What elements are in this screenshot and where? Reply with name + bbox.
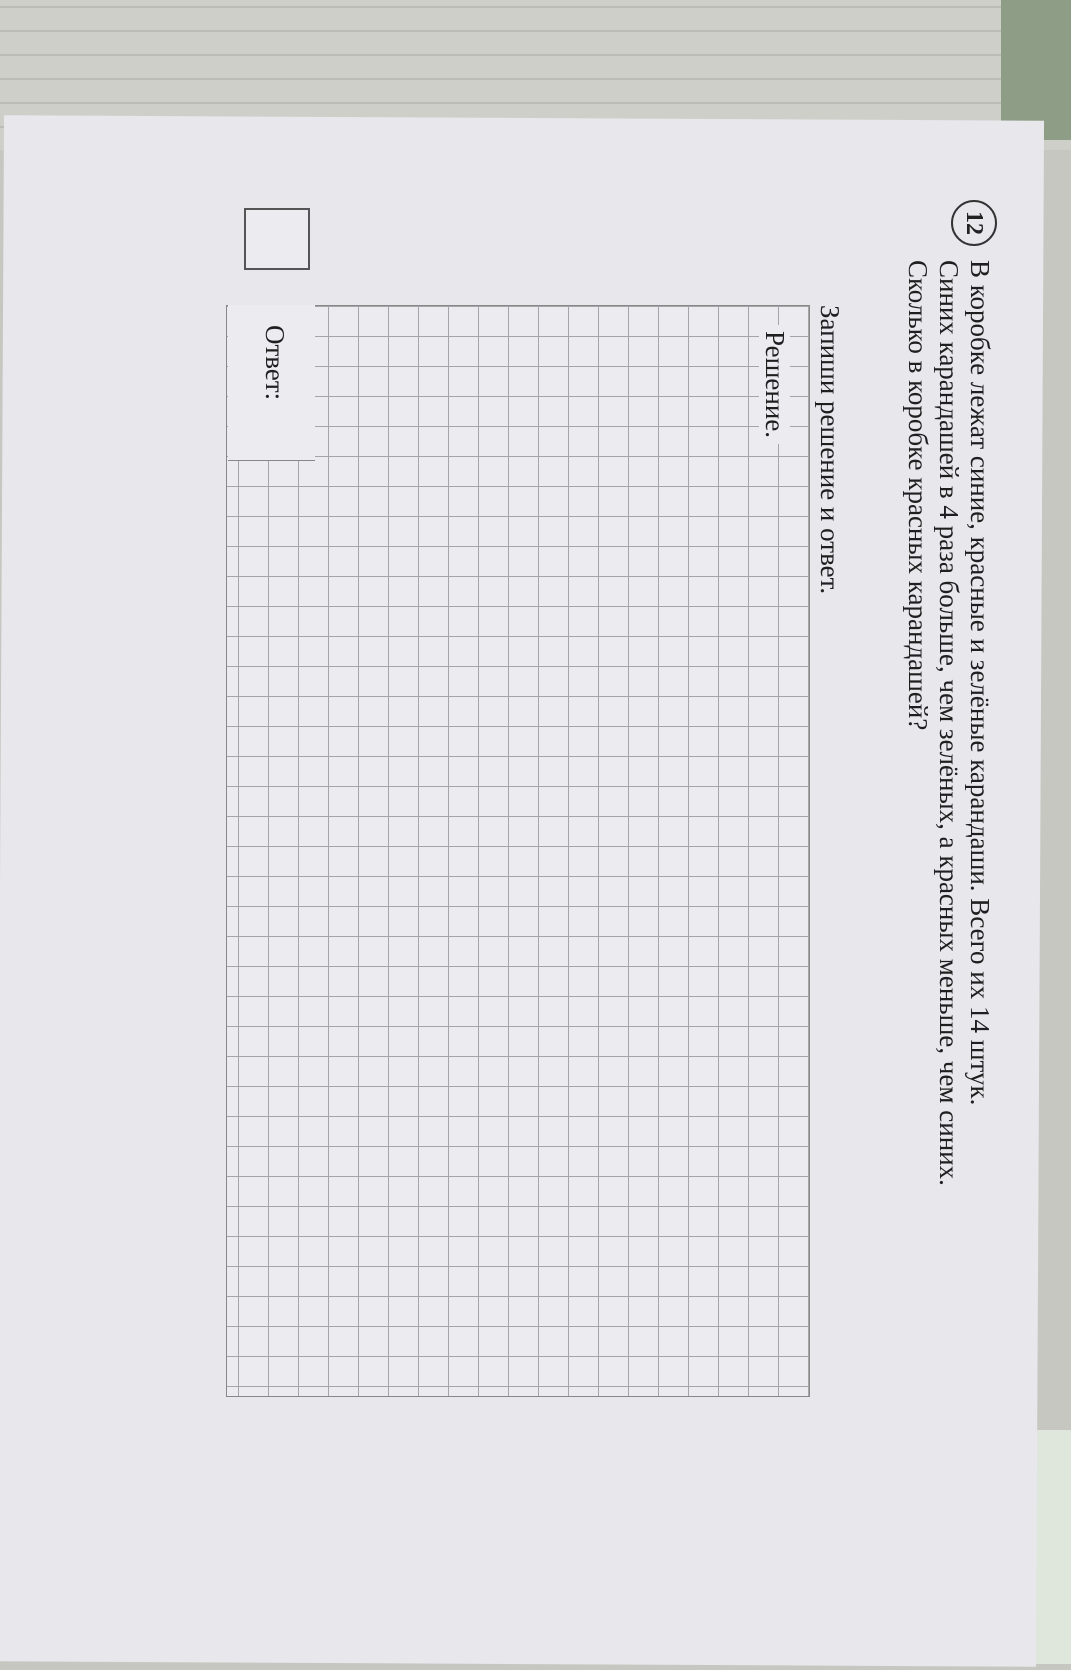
- instruction-text: Запиши решение и ответ.: [815, 305, 845, 595]
- problem-text: [902, 260, 995, 1620]
- problem-line-1: В коробке лежат синие, красные и зелёные карандаши. Всего их 14 штук.: [965, 260, 995, 1106]
- task-content: [215, 190, 1015, 1670]
- solution-label: Решение.: [759, 325, 790, 444]
- task-number-badge: 12: [951, 200, 997, 246]
- problem-line-3: Сколько в коробке красных карандашей?: [903, 260, 933, 731]
- score-box[interactable]: [244, 208, 310, 270]
- solution-grid[interactable]: [226, 305, 810, 1397]
- desk-corner: [1001, 0, 1071, 140]
- problem-line-2: Синих карандашей в 4 раза больше, чем зелёных, а красных меньше, чем синих.: [934, 260, 964, 1186]
- answer-label: Ответ:: [260, 325, 290, 401]
